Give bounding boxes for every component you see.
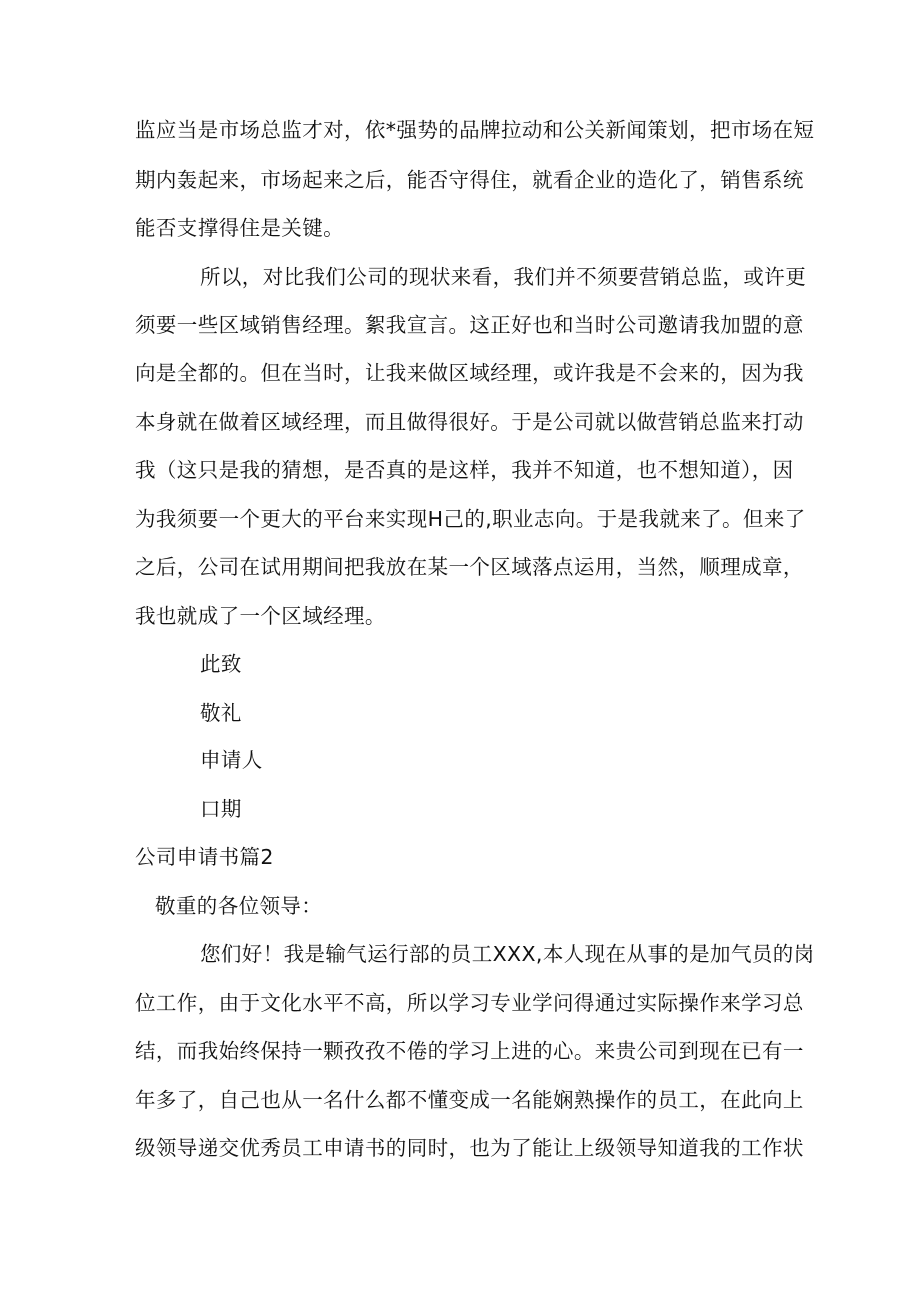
paragraph-line: 能否支撑得住是关键。 xyxy=(135,216,344,240)
closing-salute: 此致 xyxy=(200,652,242,676)
section-heading: 公司申请书篇2 xyxy=(135,845,274,869)
paragraph-line: 我（这只是我的猜想，是否真的是这样，我并不知道，也不想知道），因 xyxy=(135,458,794,482)
paragraph-line: 须要一些区域销售经理。絮我宣言。这正好也和当时公司邀请我加盟的意 xyxy=(135,313,804,337)
paragraph-line: 位工作，由于文化水平不高，所以学习专业学问得通过实际操作来学习总 xyxy=(135,991,804,1015)
letter-greeting: 敬重的各位领导： xyxy=(155,894,323,918)
paragraph-line: 之后，公司在试用期间把我放在某一个区域落点运用，当然，顺理成章， xyxy=(135,555,804,579)
paragraph-line: 期内轰起来，市场起来之后，能否守得住，就看企业的造化了，销售系统 xyxy=(135,168,804,192)
paragraph-line: 本身就在做着区域经理，而且做得很好。于是公司就以做营销总监来打动 xyxy=(135,410,804,434)
paragraph-line: 向是全都的。但在当时，让我来做区域经理，或许我是不会来的，因为我 xyxy=(135,361,804,385)
paragraph-line: 为我须要一个更大的平台来实现H己的,职业志向。于是我就来了。但来了 xyxy=(135,507,806,531)
closing-date: 口期 xyxy=(200,797,242,821)
paragraph-line: 所以，对比我们公司的现状来看，我们并不须要营销总监，或许更 xyxy=(200,265,807,289)
paragraph-line: 我也就成了一个区域经理。 xyxy=(135,604,386,628)
closing-applicant: 申请人 xyxy=(200,748,263,772)
paragraph-line: 结，而我始终保持一颗孜孜不倦的学习上进的心。来贵公司到现在已有一 xyxy=(135,1039,804,1063)
closing-salute: 敬礼 xyxy=(200,701,242,725)
paragraph-line: 监应当是市场总监才对，依*强势的品牌拉动和公关新闻策划，把市场在短 xyxy=(135,118,815,142)
paragraph-line: 年多了，自己也从一名什么都不懂变成一名能娴熟操作的员工，在此向上 xyxy=(135,1088,804,1112)
paragraph-line: 级领导递交优秀员工申请书的同时，也为了能让上级领导知道我的工作状 xyxy=(135,1136,804,1160)
paragraph-line: 您们好！我是输气运行部的员工XXX,本人现在从事的是加气员的岗 xyxy=(200,942,815,966)
